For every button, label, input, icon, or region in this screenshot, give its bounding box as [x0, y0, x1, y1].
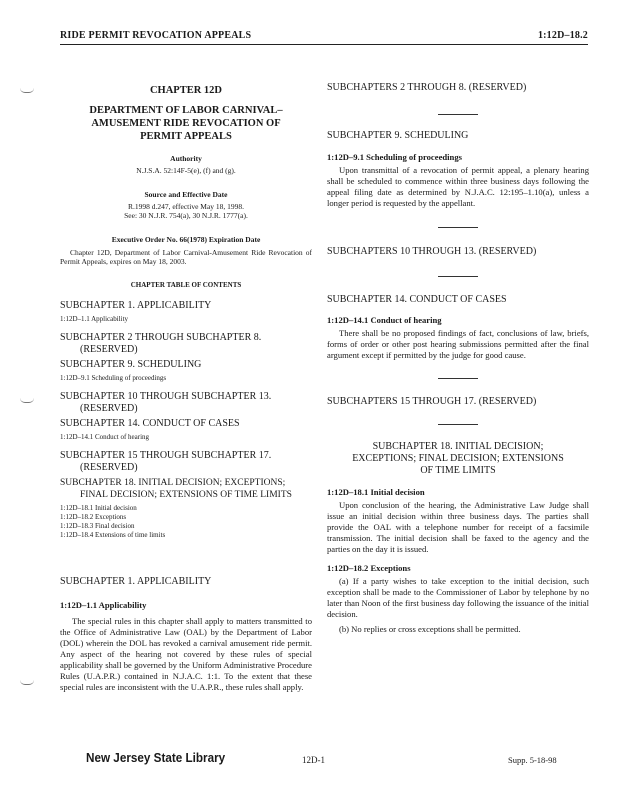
- toc-subchapter-1[interactable]: SUBCHAPTER 1. APPLICABILITY: [60, 299, 212, 311]
- supplement-date: Supp. 5-18-98: [508, 755, 557, 765]
- source-line-2: See: 30 N.J.R. 754(a), 30 N.J.R. 1777(a).: [124, 211, 248, 220]
- chapter-title: CHAPTER 12D: [149, 85, 223, 96]
- subchapter-18-heading: SUBCHAPTER 18. INITIAL DECISION; EXCEPTIONS; FINAL DECISION; EXTENSIONS OF TIME LIMITS: [352, 441, 564, 476]
- divider: [438, 227, 478, 228]
- executive-order-text: Chapter 12D, Department of Labor Carnival-Amusement Ride Revocation of Permit Appeals, expires on May 18, 2003.: [60, 247, 312, 266]
- toc-item[interactable]: 1:12D–9.1 Scheduling of proceedings: [60, 373, 167, 382]
- subchapter-14-heading: SUBCHAPTER 14. CONDUCT OF CASES: [327, 294, 507, 305]
- chapter-subtitle: DEPARTMENT OF LABOR CARNIVAL– AMUSEMENT RIDE REVOCATION OF PERMIT APPEALS: [89, 105, 283, 142]
- section-1-1-heading: 1:12D–1.1 Applicability: [60, 599, 147, 610]
- executive-order-heading: Executive Order No. 66(1978) Expiration Date: [111, 234, 261, 244]
- running-header: [60, 28, 588, 45]
- toc-item[interactable]: 1:12D–18.2 Exceptions: [60, 512, 127, 521]
- toc-subchapter-10-13[interactable]: SUBCHAPTER 10 THROUGH SUBCHAPTER 13. (RESERVED): [60, 390, 272, 414]
- toc-subchapter-2-8[interactable]: SUBCHAPTER 2 THROUGH SUBCHAPTER 8. (RESERVED): [60, 331, 262, 355]
- authority-heading: Authority: [170, 154, 202, 163]
- toc-subchapter-9[interactable]: SUBCHAPTER 9. SCHEDULING: [60, 358, 202, 370]
- toc-subchapter-15-17[interactable]: SUBCHAPTER 15 THROUGH SUBCHAPTER 17. (RESERVED): [60, 449, 272, 473]
- divider: [438, 276, 478, 277]
- subchapters-15-17-heading: SUBCHAPTERS 15 THROUGH 17. (RESERVED): [327, 396, 537, 407]
- section-18-2-heading: 1:12D–18.2 Exceptions: [327, 563, 411, 573]
- toc-item[interactable]: 1:12D–14.1 Conduct of hearing: [60, 432, 150, 441]
- toc-heading: CHAPTER TABLE OF CONTENTS: [130, 280, 242, 289]
- margin-mark: [20, 88, 34, 93]
- toc-subchapter-14[interactable]: SUBCHAPTER 14. CONDUCT OF CASES: [60, 417, 240, 429]
- section-18-2-paragraph-b: (b) No replies or cross exceptions shall be permitted.: [339, 624, 521, 634]
- authority-text: N.J.S.A. 52:14F-5(e), (f) and (g).: [136, 166, 236, 175]
- section-9-1-text: Upon transmittal of a revocation of permit appeal, a plenary hearing shall be scheduled to commence within three business days following the appeal filing date as determined by N.J.A.C. 12:195–1.10(a), unless a longer period is requested by the appellant.: [327, 165, 589, 208]
- source-line-1: R.1998 d.247, effective May 18, 1998.: [127, 201, 245, 211]
- divider: [438, 424, 478, 425]
- section-14-1-heading: 1:12D–14.1 Conduct of hearing: [327, 315, 442, 325]
- toc-item[interactable]: 1:12D–18.4 Extensions of time limits: [60, 530, 166, 539]
- section-18-1-text: Upon conclusion of the hearing, the Administrative Law Judge shall issue an initial decision within three business days. The parties shall provide the OAL with a telephone number for receipt of a facsimile transmission. The initial decision shall be faxed to the agency and the parties on the day it is issued.: [327, 500, 589, 554]
- subchapters-2-8-heading: SUBCHAPTERS 2 THROUGH 8. (RESERVED): [327, 82, 527, 93]
- section-18-2-paragraph-a: (a) If a party wishes to take exception to the initial decision, such exception shall be made to the Commissioner of Labor by telephone by no later than Noon of the first business day following the issuance of the initial decision.: [327, 576, 589, 619]
- toc-item[interactable]: 1:12D–18.3 Final decision: [60, 521, 135, 530]
- header-section-number: 1:12D–18.2: [537, 30, 588, 41]
- source-heading: Source and Effective Date: [144, 189, 228, 199]
- section-14-1-text: There shall be no proposed findings of fact, conclusions of law, briefs, forms of order or other post hearing submissions permitted after the final argument except if permitted by the judge for good cause.: [327, 328, 589, 360]
- divider: [438, 378, 478, 379]
- section-18-1-heading: 1:12D–18.1 Initial decision: [327, 487, 425, 497]
- toc-item[interactable]: 1:12D–18.1 Initial decision: [60, 503, 137, 512]
- section-1-1-text: The special rules in this chapter shall apply to matters transmitted to the Office of Administrative Law (OAL) by the Department of Labor (DOL) wherein the DOL has revoked a carnival amusement ride permit. Any aspect of the hearing not covered by these rules of special applicability shall be governed by the Uniform Administrative Procedure Rules (U.A.P.R.) contained in N.J.A.C. 1:1. To the extent that these special rules are inconsistent with the U.A.P.R., these rules shall apply.: [60, 615, 312, 692]
- library-stamp: New Jersey State Library: [86, 750, 226, 765]
- subchapter-1-heading: SUBCHAPTER 1. APPLICABILITY: [60, 575, 212, 587]
- toc-item[interactable]: 1:12D–1.1 Applicability: [60, 314, 129, 323]
- margin-mark: [20, 398, 34, 403]
- section-9-1-heading: 1:12D–9.1 Scheduling of proceedings: [327, 152, 462, 162]
- divider: [438, 114, 478, 115]
- header-title: RIDE PERMIT REVOCATION APPEALS: [60, 30, 252, 41]
- toc-subchapter-18[interactable]: SUBCHAPTER 18. INITIAL DECISION; EXCEPTIONS; FINAL DECISION; EXTENSIONS OF TIME LIMITS: [60, 477, 292, 500]
- left-column: [60, 60, 312, 693]
- subchapter-9-heading: SUBCHAPTER 9. SCHEDULING: [327, 130, 469, 141]
- right-column: [327, 60, 589, 635]
- subchapters-10-13-heading: SUBCHAPTERS 10 THROUGH 13. (RESERVED): [327, 246, 537, 257]
- margin-mark: [20, 680, 34, 685]
- page-number: 12D-1: [302, 755, 325, 765]
